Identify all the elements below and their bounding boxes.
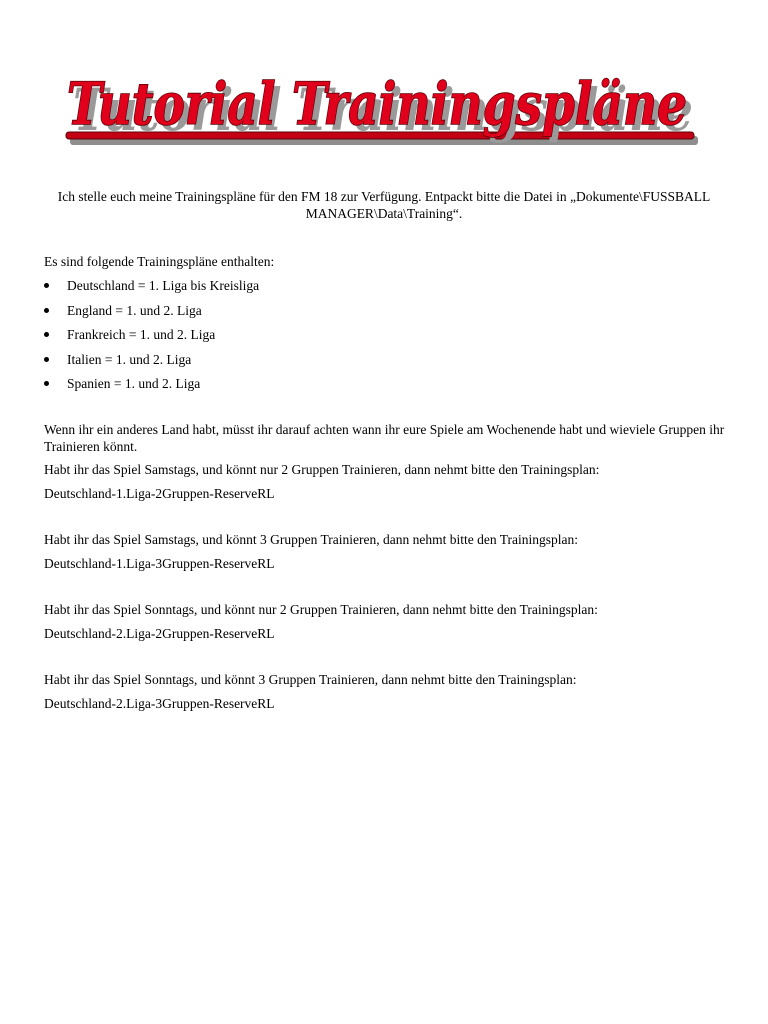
title-graphic — [62, 66, 706, 156]
plan-label: England = 1. und 2. Liga — [67, 302, 202, 318]
case-description: Habt ihr das Spiel Sonntags, und könnt nur 2 Gruppen Trainieren, dann nehmt bitte den Trainingsplan: — [44, 602, 598, 617]
case-plan-filename: Deutschland-1.Liga-2Gruppen-ReserveRL — [44, 486, 275, 501]
list-item — [44, 375, 259, 392]
plans-heading: Es sind folgende Trainingspläne enthalten: — [44, 254, 275, 269]
list-item — [44, 277, 259, 294]
other-country-paragraph: Wenn ihr ein anderes Land habt, müsst ihr darauf achten wann ihr eure Spiele am Wochenende habt und wieviele Gruppen ihr Trainieren könnt. — [44, 422, 725, 454]
plan-label: Spanien = 1. und 2. Liga — [67, 376, 201, 391]
case-plan-filename: Deutschland-2.Liga-2Gruppen-ReserveRL — [44, 626, 275, 641]
title-shadow: Tutorial Trainingspläne — [73, 76, 693, 144]
bullet-icon — [44, 308, 49, 313]
bullet-icon — [44, 357, 49, 362]
intro-paragraph: Ich stelle euch meine Trainingspläne für den FM 18 zur Verfügung. Entpackt bitte die Datei in „Dokumente\FUSSBALL MANAGER\Data\Training“. — [57, 189, 711, 221]
case-plan-filename: Deutschland-1.Liga-3Gruppen-ReserveRL — [44, 556, 275, 571]
plan-label: Deutschland = 1. Liga bis Kreisliga — [67, 278, 260, 293]
case-description: Habt ihr das Spiel Samstags, und könnt 3 Gruppen Trainieren, dann nehmt bitte den Trainingsplan: — [44, 532, 578, 547]
bullet-icon — [44, 332, 49, 337]
case-description: Habt ihr das Spiel Samstags, und könnt nur 2 Gruppen Trainieren, dann nehmt bitte den Trainingsplan: — [44, 462, 600, 477]
list-item — [44, 351, 259, 368]
list-item — [44, 326, 259, 343]
list-item — [44, 302, 259, 319]
case-description: Habt ihr das Spiel Sonntags, und könnt 3 Gruppen Trainieren, dann nehmt bitte den Trainingsplan: — [44, 672, 577, 687]
title-banner — [62, 66, 706, 156]
bullet-icon — [44, 283, 49, 288]
plan-label: Italien = 1. und 2. Liga — [67, 351, 192, 367]
bullet-icon — [44, 381, 49, 386]
case-plan-filename: Deutschland-2.Liga-3Gruppen-ReserveRL — [44, 696, 275, 711]
plan-label: Frankreich = 1. und 2. Liga — [67, 327, 216, 342]
page-title: Tutorial Trainingspläne — [67, 70, 687, 138]
plans-list — [44, 277, 259, 400]
